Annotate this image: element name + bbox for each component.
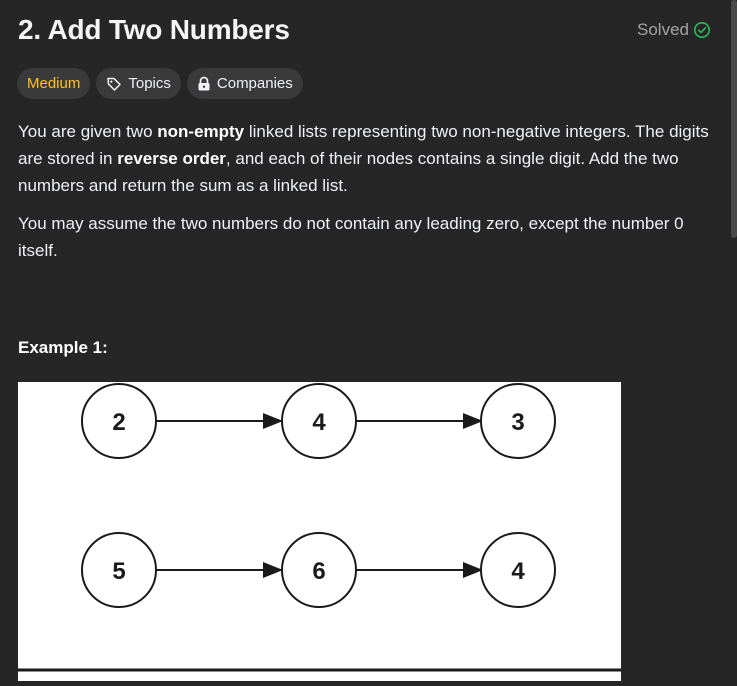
topics-button[interactable] <box>96 68 181 99</box>
description-paragraph-1 <box>18 118 718 199</box>
solved-label: Solved <box>637 20 689 39</box>
difficulty-label: Medium <box>27 75 81 92</box>
problem-title[interactable]: 2. Add Two Numbers <box>18 14 290 45</box>
description-text-1: You are given two <box>18 122 158 141</box>
solved-status <box>637 20 711 40</box>
list-1-node-3-value: 3 <box>511 409 525 436</box>
description-text-3: , and each of their nodes contains a single digit. Add the two numbers and return the sum as a linked list. <box>18 149 679 195</box>
lock-icon <box>197 76 211 92</box>
list-2-node-3-value: 4 <box>511 558 525 585</box>
description-text-2: linked lists representing two non-negative integers. The digits are stored in <box>18 122 709 168</box>
list-2-node-1-value: 5 <box>112 558 126 585</box>
description-bold-non-empty: non-empty <box>157 122 245 141</box>
difficulty-badge[interactable] <box>17 68 90 99</box>
example-1-title: Example 1: <box>18 338 108 357</box>
scrollbar[interactable] <box>731 0 737 238</box>
description-bold-reverse-order: reverse order <box>117 149 226 168</box>
linked-list-2 <box>82 533 555 607</box>
check-circle-icon <box>693 21 711 39</box>
list-1-node-1-value: 2 <box>112 409 126 436</box>
problem-description <box>18 118 718 275</box>
description-paragraph-2: You may assume the two numbers do not contain any leading zero, except the number 0 itself. <box>18 214 684 260</box>
list-1-node-2-value: 4 <box>312 409 326 436</box>
list-2-node-2-value: 6 <box>312 558 326 585</box>
companies-button[interactable] <box>187 68 303 99</box>
tag-icon <box>106 76 122 92</box>
topics-label: Topics <box>128 75 171 92</box>
tag-bar <box>17 68 303 99</box>
title-row <box>18 12 711 48</box>
linked-list-1 <box>82 384 555 458</box>
example-1-image <box>18 382 621 681</box>
companies-label: Companies <box>216 75 293 92</box>
